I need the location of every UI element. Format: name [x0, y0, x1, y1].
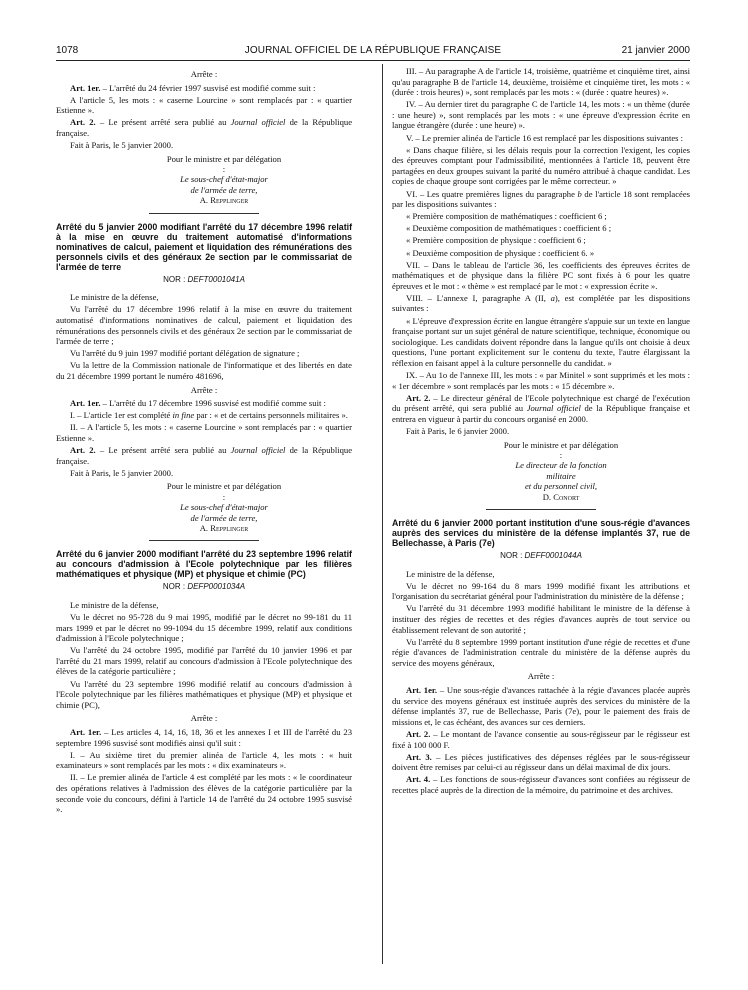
decree-title: Arrêté du 6 janvier 2000 modifiant l'arrêté du 23 septembre 1996 relatif au concours d'admission à l'Ecole polytechnique par les filières mathématiques et physique (MP) et physique et chimie (PC) [56, 549, 352, 580]
nor-reference: NOR : DEFP0001034A [162, 582, 246, 592]
arrete-heading: Arrête : [190, 384, 218, 395]
body-paragraph: VI. – Les quatre premières lignes du paragraphe b de l'article 18 sont remplacées par les dispositions suivantes : [392, 188, 690, 210]
page-header [56, 45, 690, 59]
body-paragraph: Vu le décret no 99-164 du 8 mars 1999 modifié fixant les attributions et l'organisation du secrétariat général pour l'administration du ministère de la défense ; [392, 580, 690, 602]
body-paragraph: II. – A l'article 5, les mots : « caserne Lourcine » sont remplacés par : « quartier Estienne ». [56, 422, 352, 443]
decree-section [56, 222, 352, 534]
body-paragraph: I. – L'article 1er est complété in fine par : « et de certains personnels militaires ». [70, 410, 348, 421]
decree-section [392, 518, 690, 795]
section-separator [486, 509, 596, 510]
body-paragraph: Vu l'arrêté du 17 décembre 1996 relatif à la mise en œuvre du traitement automatisé d'informations nominatives de calcul, paiement et liquidation des rémunérations des personnels civils et des généraux 2e section par le commissariat de l'armée de terre ; [56, 304, 352, 347]
body-paragraph: IX. – Au 1o de l'annexe III, les mots : « par Minitel » sont supprimés et les mots : « 1er décembre » sont remplacés par les mots : « 15 décembre ». [392, 370, 690, 391]
article-paragraph: Art. 2. – Le directeur général de l'Ecole polytechnique est chargé de l'exécution du présent arrêté, qui sera publié au Journal officiel de la République française et entrera en vigueur à partir du concours organisé en 2000. [392, 392, 691, 424]
fait-line: Fait à Paris, le 6 janvier 2000. [406, 426, 510, 436]
body-paragraph: Vu l'arrêté du 23 septembre 1996 modifié relatif au concours d'admission à l'Ecole polytechnique par les filières mathématiques et physique (MP) et physique et chimie (PC), [56, 678, 352, 710]
body-paragraph: III. – Au paragraphe A de l'article 14, troisième, quatrième et cinquième tiret, ainsi qu'au paragraphe B de l'article 14, deuxième, troisième et cinquième tiret, les mots : « (durée : trois heures) », sont remplacés par les mots : « (durée : quatre heures) ». [392, 66, 690, 98]
article-label: Art. 1er. [70, 82, 101, 93]
signatory-name: A. Repplinger [199, 522, 249, 533]
decree-title: Arrêté du 6 janvier 2000 portant institution d'une sous-régie d'avances auprès des services du ministère de la défense implantés 37, rue de Bellechasse, à Paris (7e) [392, 518, 690, 549]
arrete-heading: Arrête : [527, 671, 555, 682]
nor-reference: NOR : DEFF0001044A [500, 551, 582, 561]
issue-date: 21 janvier 2000 [621, 45, 690, 56]
decree-title: Arrêté du 5 janvier 2000 modifiant l'arrêté du 17 décembre 1996 relatif à la mise en œuvre du traitement automatisé d'informations nominatives de calcul, paiement et liquidation des rémunérations des personnels civils et des généraux 2e section par le commissariat de l'armée de terre [56, 221, 352, 272]
signatory-name: A. Repplinger [199, 195, 249, 206]
article-paragraph: Art. 1er. – L'arrêté du 24 février 1997 susvisé est modifié comme suit : [70, 82, 316, 93]
quoted-paragraph: « Dans chaque filière, si les délais requis pour la correction l'exigent, les copies des épreuves comptant pour l'admissibilité, mentionnées à l'article 18, peuvent être partagées en deux groupes suivant la parité du numéro attribué à chaque candidat. Les copies de chaque groupe sont corrigées par le même correcteur. » [392, 144, 690, 187]
article-label: Art. 2. [70, 117, 96, 128]
header-rule [56, 60, 690, 61]
body-paragraph: Vu le décret no 95-728 du 9 mai 1995, modifié par le décret no 99-181 du 11 mars 1999 et par le décret no 99-1094 du 15 décembre 1999, relatif aux conditions d'admission à l'Ecole polytechnique ; [56, 612, 352, 644]
article-paragraph: Art. 2. – Le présent arrêté sera publié au Journal officiel de la République française. [56, 117, 353, 138]
body-paragraph: IV. – Au dernier tiret du paragraphe C de l'article 14, les mots : « un thème (durée : une heure) », sont remplacés par les mots : « une épreuve d'expression écrite en langue étrangère (durée : une heure) ». [392, 99, 690, 131]
quoted-line: « Deuxième composition de physique : coefficient 6. » [406, 247, 595, 258]
quoted-line: « Deuxième composition de mathématiques : coefficient 6 ; [406, 223, 612, 234]
quoted-line: « Première composition de physique : coefficient 6 ; [406, 235, 586, 246]
column-divider [382, 64, 383, 964]
section-separator [149, 540, 259, 541]
section-separator [149, 213, 259, 214]
right-column [392, 66, 690, 797]
fait-line: Fait à Paris, le 5 janvier 2000. [70, 467, 174, 478]
article-paragraph: Art. 3. – Les pièces justificatives des dépenses réglées par le sous-régisseur doivent être remises par celui-ci au régisseur dans un délai maximal de dix jours. [392, 751, 690, 773]
signature-block: Pour le ministre et par délégation : Le sous-chef d'état-major de l'armée de terre, A. Repplinger [166, 153, 282, 206]
arrete-heading: Arrête : [190, 69, 218, 79]
article-paragraph: Art. 1er. – Les articles 4, 14, 16, 18, 36 et les annexes I et III de l'arrêté du 23 septembre 1996 susvisé sont modifiés ainsi qu'il suit : [56, 726, 352, 748]
article-paragraph: Art. 2. – Le présent arrêté sera publié au Journal officiel de la République française. [56, 445, 353, 466]
body-paragraph: V. – Le premier alinéa de l'article 16 est remplacé par les dispositions suivantes : [406, 132, 684, 143]
signature-block: Pour le ministre et par délégation : Le sous-chef d'état-major de l'armée de terre, A. Repplinger [166, 481, 282, 533]
article-paragraph: Art. 1er. – L'arrêté du 17 décembre 1996 susvisé est modifié comme suit : [70, 398, 326, 409]
article-paragraph: Art. 1er. – Une sous-régie d'avances rattachée à la régie d'avances placée auprès du service des moyens généraux est instituée auprès des services du ministère de la défense implantés 37, rue de Bellechasse, Paris (7e), pour le paiement des frais de missions et, le cas échéant, des avances sur ces derniers. [392, 685, 690, 727]
body-paragraph: Le ministre de la défense, [70, 292, 159, 303]
body-paragraph: Vu la lettre de la Commission nationale de l'informatique et des libertés en date du 21 décembre 1999 portant le numéro 481696, [56, 360, 352, 381]
body-paragraph: Le ministre de la défense, [70, 599, 159, 610]
fait-line: Fait à Paris, le 5 janvier 2000. [70, 140, 174, 151]
body-paragraph: VIII. – L'annexe I, paragraphe A (II, a), est complétée par les dispositions suivantes : [392, 292, 691, 314]
body-paragraph: Vu l'arrêté du 31 décembre 1993 modifié habilitant le ministre de la défense à instituer des régies de recettes et des régies d'avances auprès de tout service ou établissement relevant de son autorité ; [392, 603, 690, 635]
quoted-line: « Première composition de mathématiques : coefficient 6 ; [406, 211, 607, 222]
article-paragraph: Art. 2. – Le montant de l'avance consentie au sous-régisseur par le régisseur est fixé à 100 000 F. [392, 728, 690, 750]
quoted-paragraph: « L'épreuve d'expression écrite en langue étrangère s'appuie sur un texte en langue française portant sur un sujet général de nature scientifique, technique, économique ou sociologique. Les candidats doivent répondre dans la langue qu'ils ont choisie à deux questions, l'une portant explicitement sur le contenu du texte, l'autre élargissant la réflexion en faisant appel à la culture personnelle du candidat. » [392, 315, 690, 368]
signatory-name: D. Conort [542, 491, 580, 502]
body-paragraph: Vu l'arrêté du 8 septembre 1999 portant institution d'une régie de recettes et d'une régie d'avances de l'administration centrale du ministère de la défense auprès du service des moyens généraux, [392, 636, 690, 668]
signature-block: Pour le ministre et par délégation : Le directeur de la fonction militaire et du personnel civil, D. Conort [503, 439, 619, 502]
article-paragraph: Art. 4. – Les fonctions de sous-régisseur d'avances sont confiées au régisseur de recettes placé auprès de la direction de la mémoire, du patrimoine et des archives. [392, 774, 691, 795]
body-paragraph: I. – Au sixième tiret du premier alinéa de l'article 4, les mots : « huit examinateurs » sont remplacés par les mots : « dix examinateurs ». [56, 749, 352, 771]
arrete-heading: Arrête : [190, 713, 218, 724]
nor-reference: NOR : DEFT0001041A [163, 274, 245, 284]
body-paragraph: Vu l'arrêté du 24 octobre 1995, modifié par l'arrêté du 10 janvier 1996 et par l'arrêté du 21 mars 1999, relatif au concours d'admission à l'Ecole polytechnique des élèves de la catégorie particulière ; [56, 645, 352, 677]
body-paragraph: II. – Le premier alinéa de l'article 4 est complété par les mots : « le coordinateur des opérations relatives à l'admission des élèves de la catégorie particulière par la seconde voie du concours, défini à l'article 14 de l'arrêté du 24 octobre 1995 susvisé ». [56, 772, 352, 815]
body-paragraph: Le ministre de la défense, [406, 568, 495, 579]
page-number: 1078 [56, 45, 79, 56]
body-paragraph: Vu l'arrêté du 9 juin 1997 modifié portant délégation de signature ; [70, 348, 300, 359]
left-column [56, 66, 352, 816]
decree-section [56, 549, 352, 814]
journal-title: JOURNAL OFFICIEL DE LA RÉPUBLIQUE FRANÇAISE [244, 45, 502, 56]
body-paragraph: A l'article 5, les mots : « caserne Lourcine » sont remplacés par : « quartier Estienne ». [56, 94, 352, 116]
body-paragraph: VII. – Dans le tableau de l'article 36, les coefficients des épreuves écrites de mathématiques et de physique dans la filière PC sont fixés à 6 pour les quatre épreuves et le mot : « thème » est remplacé par le mot : « expression écrite ». [392, 259, 690, 291]
